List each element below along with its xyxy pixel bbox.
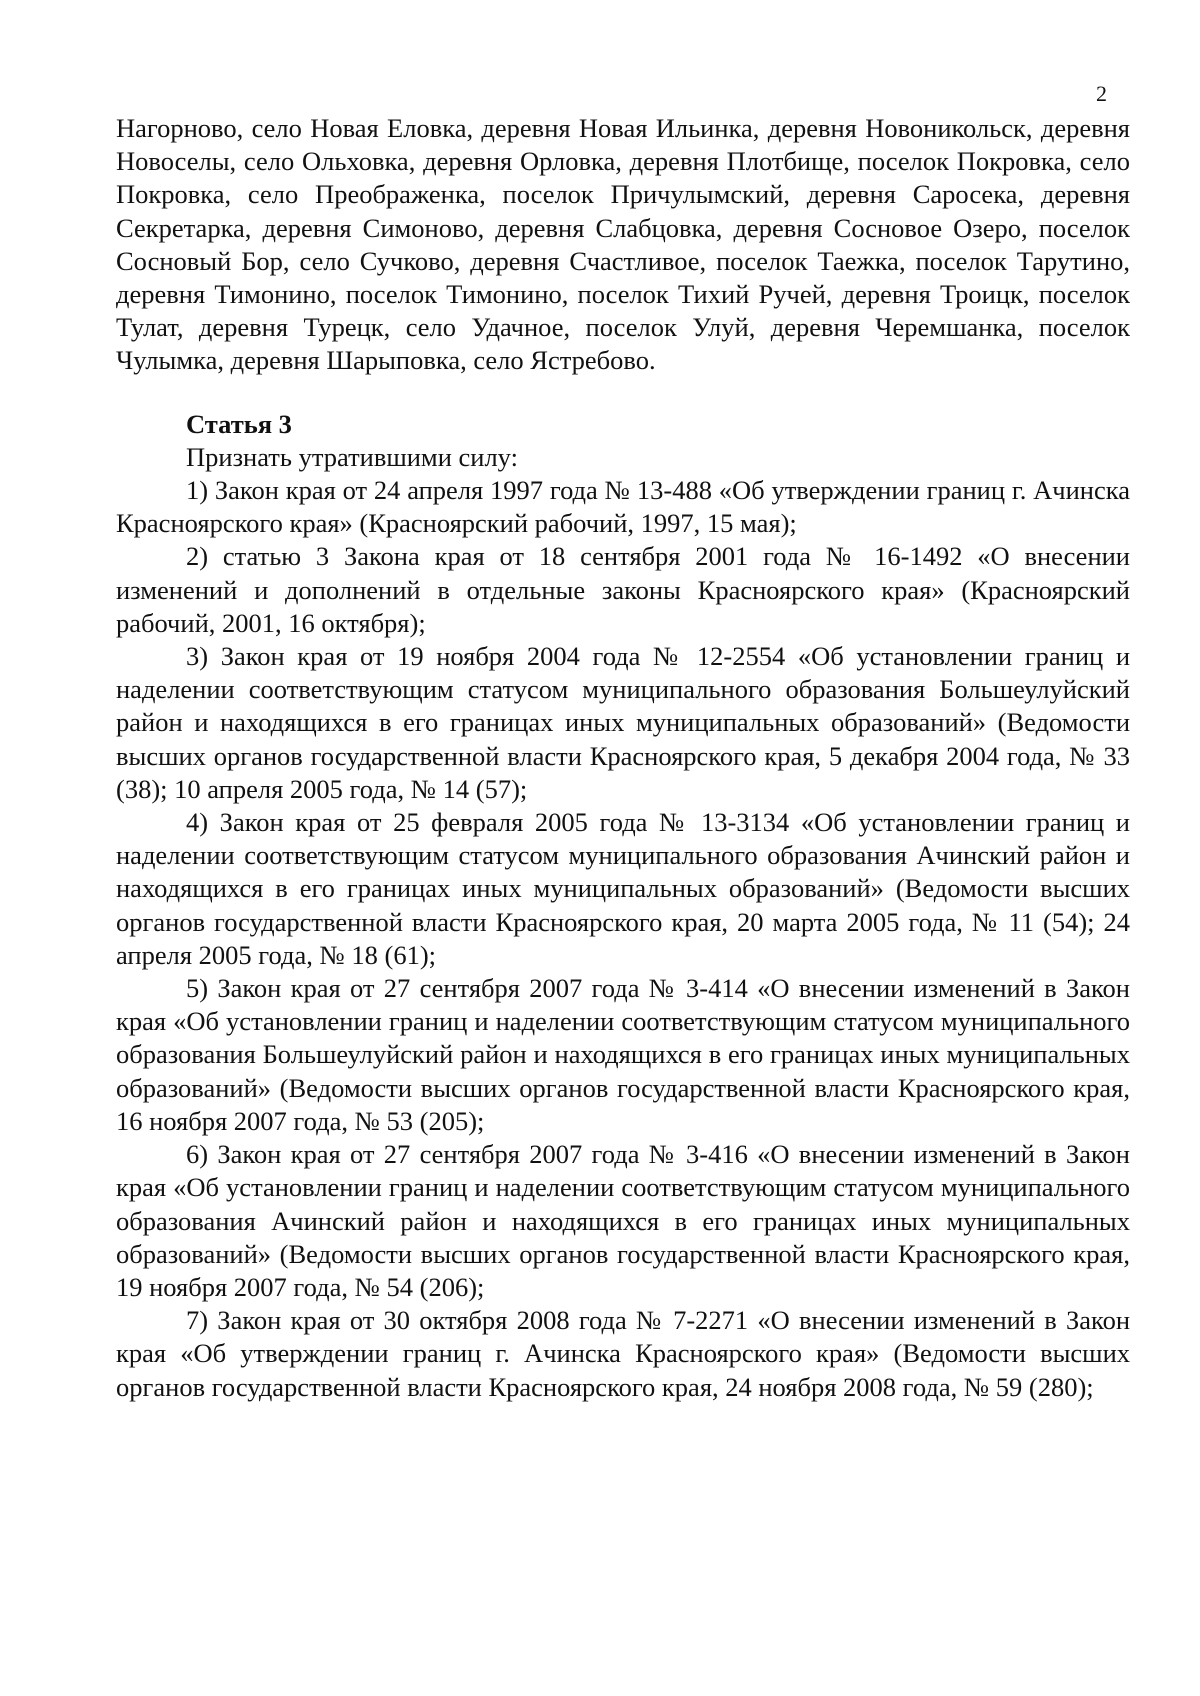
article-intro: Признать утратившими силу: bbox=[186, 441, 518, 472]
article-heading: Статья 3 bbox=[186, 408, 292, 439]
document-body bbox=[116, 112, 1130, 1404]
article-item-2: 2) статью 3 Закона края от 18 сентября 2001 года № 16-1492 «О внесении изменений и дополнений в отдельные законы Красноярского края» (Красноярский рабочий, 2001, 16 октября); bbox=[116, 541, 1130, 638]
article-item-6: 6) Закон края от 27 сентября 2007 года № 3-416 «О внесении изменений в Закон края «Об установлении границ и наделении соответствующим статусом муниципального образования Ачинский район и находящихся в его границах иных муниципальных образований» (Ведомости высших органов государственной власти Красноярского края, 19 ноября 2007 года, № 54 (206); bbox=[116, 1139, 1130, 1302]
article-item-4: 4) Закон края от 25 февраля 2005 года № 13-3134 «Об установлении границ и наделении соответствующим статусом муниципального образования Ачинский район и находящихся в его границах иных муниципальных образований» (Ведомости высших органов государственной власти Красноярского края, 20 марта 2005 года, № 11 (54); 24 апреля 2005 года, № 18 (61); bbox=[116, 807, 1130, 970]
article-item-5: 5) Закон края от 27 сентября 2007 года № 3-414 «О внесении изменений в Закон края «Об установлении границ и наделении соответствующим статусом муниципального образования Большеулуйский район и находящихся в его границах иных муниципальных образований» (Ведомости высших органов государственной власти Красноярского края, 16 ноября 2007 года, № 53 (205); bbox=[116, 973, 1130, 1136]
article-item-7: 7) Закон края от 30 октября 2008 года № 7-2271 «О внесении изменений в Закон края «Об утверждении границ г. Ачинска Красноярского края» (Ведомости высших органов государственной власти Красноярского края, 24 ноября 2008 года, № 59 (280); bbox=[116, 1305, 1130, 1402]
article-item-1: 1) Закон края от 24 апреля 1997 года № 13-488 «Об утверждении границ г. Ачинска Красноярского края» (Красноярский рабочий, 1997, 15 мая); bbox=[116, 475, 1130, 539]
continuation-paragraph: Нагорново, село Новая Еловка, деревня Новая Ильинка, деревня Новоникольск, деревня Новоселы, село Ольховка, деревня Орловка, деревня Плотбище, поселок Покровка, село Покровка, село Преображенка, поселок Причулымский, деревня Саросека, деревня Секретарка, деревня Симоново, деревня Слабцовка, деревня Сосновое Озеро, поселок Сосновый Бор, село Сучково, деревня Счастливое, поселок Таежка, поселок Тарутино, деревня Тимонино, поселок Тимонино, поселок Тихий Ручей, деревня Троицк, поселок Тулат, деревня Турецк, село Удачное, поселок Улуй, деревня Черемшанка, поселок Чулымка, деревня Шарыповка, село Ястребово. bbox=[116, 113, 1130, 376]
page-number: 2 bbox=[1096, 81, 1107, 106]
article-item-3: 3) Закон края от 19 ноября 2004 года № 12-2554 «Об установлении границ и наделении соответствующим статусом муниципального образования Большеулуйский район и находящихся в его границах иных муниципальных образований» (Ведомости высших органов государственной власти Красноярского края, 5 декабря 2004 года, № 33 (38); 10 апреля 2005 года, № 14 (57); bbox=[116, 641, 1130, 804]
